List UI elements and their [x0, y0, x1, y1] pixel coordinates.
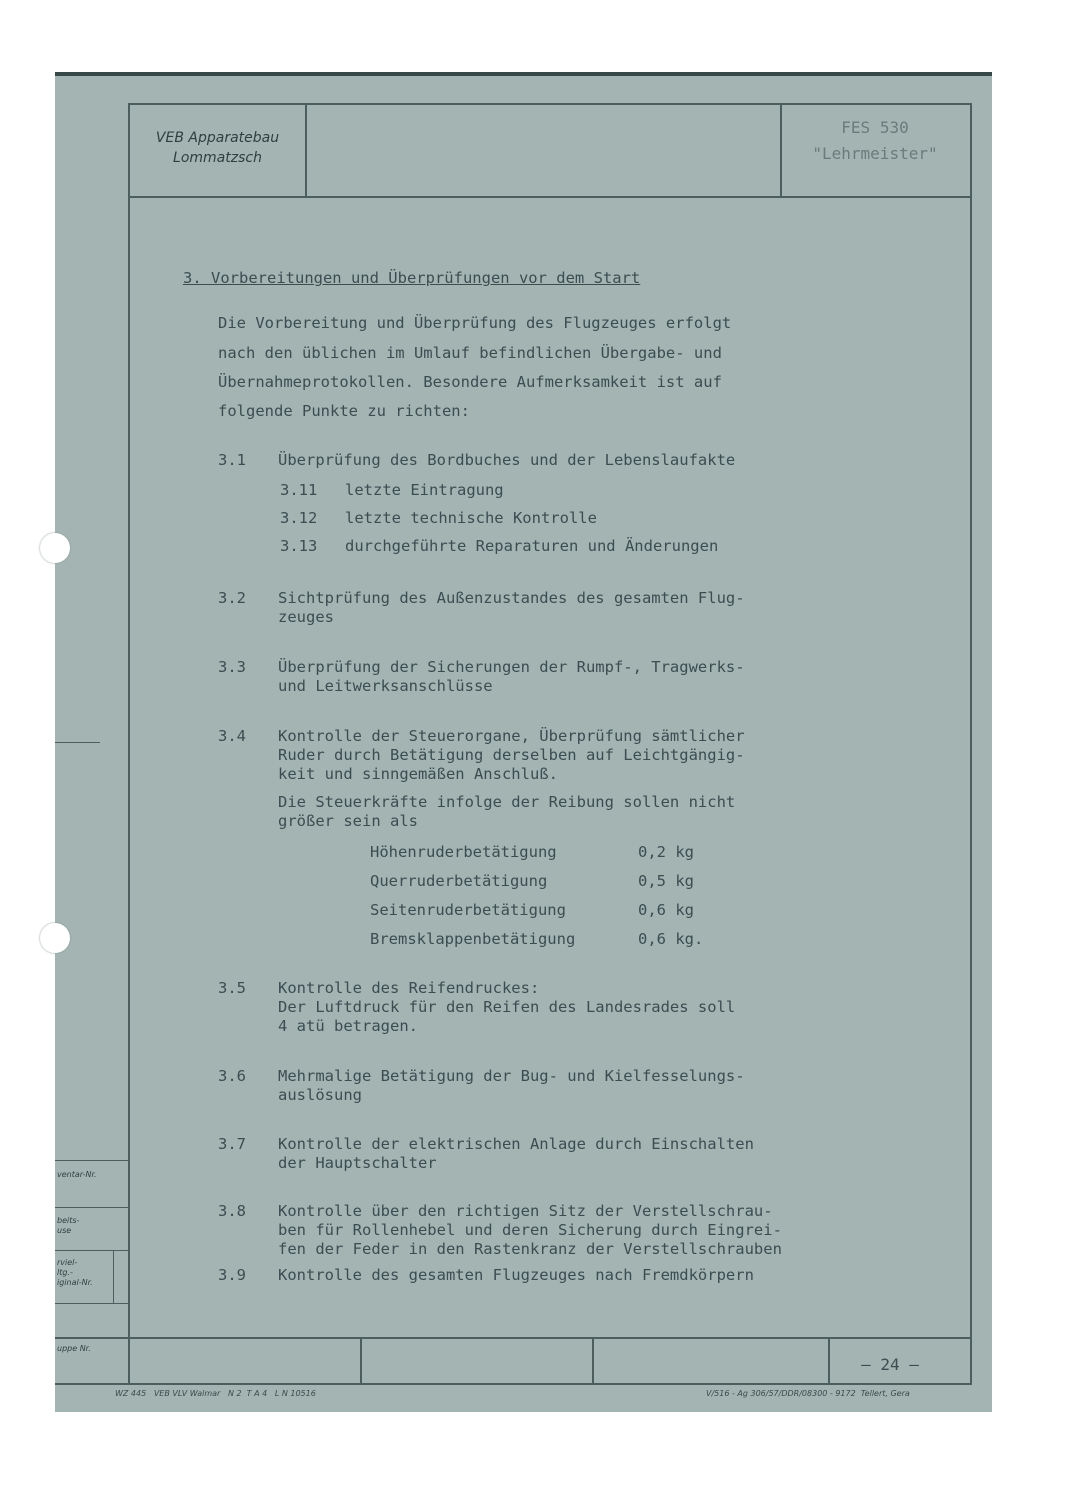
item-3-5-number: 3.5	[218, 979, 246, 997]
document-id	[780, 115, 970, 167]
form-reference-left: WZ 445 VEB VLV Walmar N 2 T A 4 L N 10516	[115, 1389, 316, 1398]
item-3-5-line-3: 4 atü betragen.	[278, 1017, 418, 1035]
item-3-2-line-1: Sichtprüfung des Außenzustandes des gesamten Flug-	[278, 589, 745, 607]
punch-hole-top	[40, 533, 70, 563]
item-3-13-text: durchgeführte Reparaturen und Änderungen	[345, 537, 719, 555]
force-label-bremsklappen: Bremsklappenbetätigung	[370, 930, 576, 948]
item-3-4-number: 3.4	[218, 727, 246, 745]
sheet-top-edge	[55, 72, 992, 76]
force-value-querruder: 0,5 kg	[638, 872, 694, 890]
item-3-13-number: 3.13	[280, 537, 318, 555]
footer-top-rule	[55, 1337, 972, 1339]
margin-tick	[55, 742, 100, 743]
item-3-8-line-1: Kontrolle über den richtigen Sitz der Verstellschrau-	[278, 1202, 773, 1220]
sidebar-arbeit-label-1: beits-	[57, 1216, 80, 1225]
item-3-5-line-1: Kontrolle des Reifendruckes:	[278, 979, 540, 997]
intro-line-1: Die Vorbereitung und Überprüfung des Flugzeuges erfolgt	[218, 314, 732, 332]
force-value-seitenruder: 0,6 kg	[638, 901, 694, 919]
item-3-8-line-3: fen der Feder in den Rastenkranz der Verstellschrauben	[278, 1240, 782, 1258]
item-3-4-line-2: Ruder durch Betätigung derselben auf Leichtgängig-	[278, 746, 745, 764]
item-3-4-line-3: keit und sinngemäßen Anschluß.	[278, 765, 558, 783]
item-3-4-line-1: Kontrolle der Steuerorgane, Überprüfung sämtlicher	[278, 727, 745, 745]
force-label-seitenruder: Seitenruderbetätigung	[370, 901, 566, 919]
frame-left-rule	[128, 103, 130, 1385]
footer-bottom-rule	[55, 1383, 972, 1385]
item-3-7-line-2: der Hauptschalter	[278, 1154, 437, 1172]
item-3-6-line-2: auslösung	[278, 1086, 362, 1104]
sidebar-gruppe-label: uppe Nr.	[57, 1344, 91, 1353]
item-3-3-number: 3.3	[218, 658, 246, 676]
item-3-4-sub-line-1: Die Steuerkräfte infolge der Reibung sollen nicht	[278, 793, 736, 811]
item-3-3-line-2: und Leitwerksanschlüsse	[278, 677, 493, 695]
item-3-2-line-2: zeuges	[278, 608, 334, 626]
item-3-12-text: letzte technische Kontrolle	[345, 509, 597, 527]
item-3-12-number: 3.12	[280, 509, 318, 527]
footer-divider-3	[828, 1337, 830, 1385]
item-3-7-line-1: Kontrolle der elektrischen Anlage durch Einschalten	[278, 1135, 754, 1153]
footer-divider-2	[592, 1337, 594, 1385]
frame-right-rule	[970, 103, 972, 1385]
item-3-11-text: letzte Eintragung	[345, 481, 504, 499]
intro-line-3: Übernahmeprotokollen. Besondere Aufmerksamkeit ist auf	[218, 373, 722, 391]
sidebar-vervielf-label-1: rviel-	[57, 1258, 78, 1267]
item-3-4-sub-line-2: größer sein als	[278, 812, 418, 830]
item-3-2-number: 3.2	[218, 589, 246, 607]
sidebar-rule-1	[55, 1160, 130, 1161]
sidebar-arbeit-label-2: use	[57, 1226, 72, 1235]
company-line-1: VEB Apparatebau	[155, 130, 280, 146]
item-3-1-number: 3.1	[218, 451, 246, 469]
item-3-5-line-2: Der Luftdruck für den Reifen des Landesrades soll	[278, 998, 736, 1016]
company-line-2: Lommatzsch	[173, 150, 262, 166]
punch-hole-bottom	[40, 923, 70, 953]
header-divider-1	[305, 103, 307, 197]
header-bottom-rule	[128, 196, 972, 198]
item-3-8-line-2: ben für Rollenhebel und deren Sicherung durch Eingrei-	[278, 1221, 782, 1239]
item-3-1-text: Überprüfung des Bordbuches und der Lebenslaufakte	[278, 451, 736, 469]
intro-line-2: nach den üblichen im Umlauf befindlichen Übergabe- und	[218, 344, 722, 362]
force-label-hoehenruder: Höhenruderbetätigung	[370, 843, 557, 861]
item-3-9-number: 3.9	[218, 1266, 246, 1284]
force-label-querruder: Querruderbetätigung	[370, 872, 548, 890]
frame-top-rule	[128, 103, 972, 105]
force-value-bremsklappen: 0,6 kg.	[638, 930, 704, 948]
doc-name: "Lehrmeister"	[812, 144, 938, 163]
footer-divider-1	[360, 1337, 362, 1385]
item-3-11-number: 3.11	[280, 481, 318, 499]
sidebar-vervielf-label-3: iginal-Nr.	[57, 1278, 93, 1287]
sidebar-vervielf-label-2: ltg.-	[57, 1268, 73, 1277]
item-3-3-line-1: Überprüfung der Sicherungen der Rumpf-, Tragwerks-	[278, 658, 745, 676]
page-number: – 24 –	[861, 1355, 919, 1374]
doc-code: FES 530	[841, 118, 909, 137]
item-3-7-number: 3.7	[218, 1135, 246, 1153]
item-3-6-line-1: Mehrmalige Betätigung der Bug- und Kielfesselungs-	[278, 1067, 745, 1085]
item-3-9-text: Kontrolle des gesamten Flugzeuges nach Fremdkörpern	[278, 1266, 754, 1284]
item-3-8-number: 3.8	[218, 1202, 246, 1220]
sidebar-rule-3	[55, 1250, 130, 1251]
intro-line-4: folgende Punkte zu richten:	[218, 402, 470, 420]
section-title: 3. Vorbereitungen und Überprüfungen vor dem Start	[183, 269, 641, 287]
company-name	[130, 128, 305, 168]
item-3-6-number: 3.6	[218, 1067, 246, 1085]
force-value-hoehenruder: 0,2 kg	[638, 843, 694, 861]
sidebar-rule-2	[55, 1207, 130, 1208]
sidebar-inventar-label: ventar-Nr.	[57, 1170, 97, 1179]
form-reference-right: V/516 - Ag 306/57/DDR/08300 - 9172 Tellert, Gera	[706, 1389, 910, 1398]
sidebar-rule-4	[55, 1303, 130, 1304]
sidebar-divider	[113, 1250, 114, 1303]
